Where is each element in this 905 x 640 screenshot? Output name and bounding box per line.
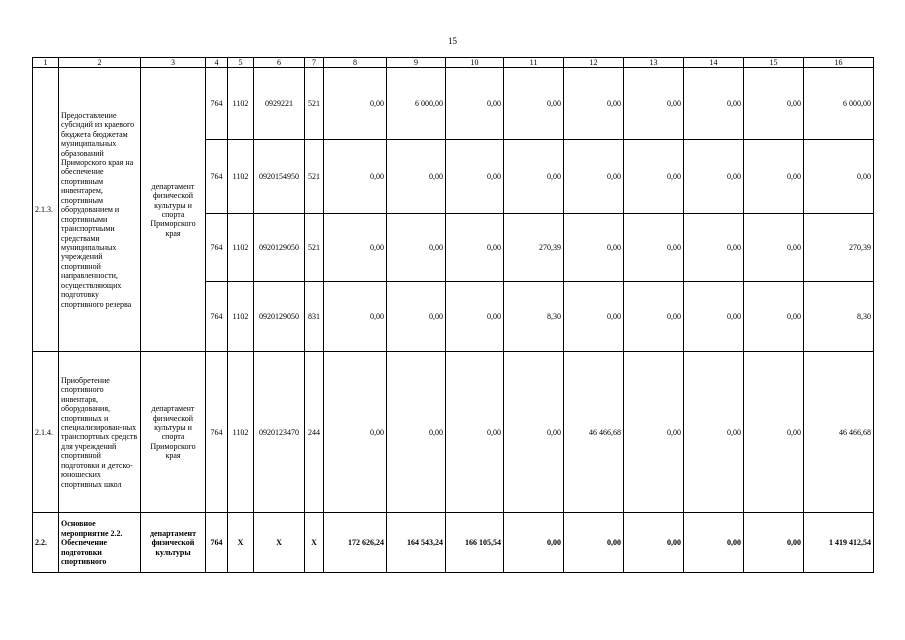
cell-c12: 0,00 bbox=[564, 140, 624, 214]
cell-c4: 764 bbox=[206, 352, 228, 513]
page-number: 15 bbox=[448, 36, 457, 46]
cell-c4: 764 bbox=[206, 140, 228, 214]
row-description: Приобретение спортивного инвентаря, оборудования, спортивных и специализирован-ных транспортных средств для учреждений спортивной подготовки и детско-юношеских спортивных школ bbox=[59, 352, 141, 513]
row-executor: департамент физической культуры и спорта Приморского края bbox=[141, 68, 206, 352]
cell-c13: 0,00 bbox=[624, 352, 684, 513]
column-header: 11 bbox=[504, 58, 564, 68]
row-code: 2.1.4. bbox=[33, 352, 59, 513]
cell-c13: 0,00 bbox=[624, 513, 684, 573]
table-row bbox=[33, 352, 874, 513]
cell-c5: X bbox=[228, 513, 254, 573]
column-header: 14 bbox=[684, 58, 744, 68]
cell-c6: X bbox=[254, 513, 305, 573]
cell-c9: 164 543,24 bbox=[387, 513, 446, 573]
cell-c7: 521 bbox=[305, 68, 324, 140]
cell-c15: 0,00 bbox=[744, 282, 804, 352]
cell-c16: 8,30 bbox=[804, 282, 874, 352]
cell-c14: 0,00 bbox=[684, 214, 744, 282]
column-header: 12 bbox=[564, 58, 624, 68]
row-description: Основное мероприятие 2.2. Обеспечение подготовки спортивного bbox=[59, 513, 141, 573]
cell-c6: 0920154950 bbox=[254, 140, 305, 214]
cell-c7: 244 bbox=[305, 352, 324, 513]
cell-c14: 0,00 bbox=[684, 352, 744, 513]
cell-c13: 0,00 bbox=[624, 214, 684, 282]
cell-c6: 0929221 bbox=[254, 68, 305, 140]
cell-c16: 46 466,68 bbox=[804, 352, 874, 513]
cell-c9: 0,00 bbox=[387, 214, 446, 282]
cell-c12: 0,00 bbox=[564, 68, 624, 140]
row-executor: департамент физической культуры и спорта Приморского края bbox=[141, 352, 206, 513]
cell-c11: 0,00 bbox=[504, 140, 564, 214]
cell-c7: X bbox=[305, 513, 324, 573]
cell-c16: 0,00 bbox=[804, 140, 874, 214]
column-header: 6 bbox=[254, 58, 305, 68]
cell-c8: 0,00 bbox=[324, 214, 387, 282]
cell-c15: 0,00 bbox=[744, 140, 804, 214]
column-header: 15 bbox=[744, 58, 804, 68]
row-description: Предоставление субсидий из краевого бюджета бюджетам муниципальных образований Приморского края на обеспечение спортивным инвентарем, спортивным оборудованием и спортивными транспортными средствами муниципальных учреждений спортивной направленности, осуществляющих подготовку спортивного резерва bbox=[59, 68, 141, 352]
cell-c5: 1102 bbox=[228, 282, 254, 352]
cell-c4: 764 bbox=[206, 214, 228, 282]
cell-c4: 764 bbox=[206, 282, 228, 352]
cell-c15: 0,00 bbox=[744, 513, 804, 573]
cell-c7: 521 bbox=[305, 140, 324, 214]
cell-c16: 6 000,00 bbox=[804, 68, 874, 140]
row-code: 2.1.3. bbox=[33, 68, 59, 352]
column-header: 7 bbox=[305, 58, 324, 68]
cell-c6: 0920123470 bbox=[254, 352, 305, 513]
cell-c14: 0,00 bbox=[684, 68, 744, 140]
cell-c13: 0,00 bbox=[624, 282, 684, 352]
cell-c11: 0,00 bbox=[504, 513, 564, 573]
cell-c11: 8,30 bbox=[504, 282, 564, 352]
cell-c10: 0,00 bbox=[446, 68, 504, 140]
column-header: 3 bbox=[141, 58, 206, 68]
cell-c12: 0,00 bbox=[564, 282, 624, 352]
cell-c13: 0,00 bbox=[624, 140, 684, 214]
cell-c4: 764 bbox=[206, 68, 228, 140]
cell-c10: 166 105,54 bbox=[446, 513, 504, 573]
cell-c14: 0,00 bbox=[684, 282, 744, 352]
cell-c9: 6 000,00 bbox=[387, 68, 446, 140]
cell-c11: 0,00 bbox=[504, 68, 564, 140]
cell-c5: 1102 bbox=[228, 140, 254, 214]
cell-c9: 0,00 bbox=[387, 282, 446, 352]
column-header: 4 bbox=[206, 58, 228, 68]
cell-c16: 270,39 bbox=[804, 214, 874, 282]
budget-table bbox=[32, 57, 874, 573]
cell-c16: 1 419 412,54 bbox=[804, 513, 874, 573]
cell-c6: 0920129050 bbox=[254, 282, 305, 352]
cell-c15: 0,00 bbox=[744, 352, 804, 513]
table-row bbox=[33, 513, 874, 573]
cell-c7: 831 bbox=[305, 282, 324, 352]
cell-c8: 0,00 bbox=[324, 140, 387, 214]
cell-c10: 0,00 bbox=[446, 214, 504, 282]
column-header: 10 bbox=[446, 58, 504, 68]
cell-c15: 0,00 bbox=[744, 68, 804, 140]
cell-c12: 0,00 bbox=[564, 513, 624, 573]
column-header: 16 bbox=[804, 58, 874, 68]
cell-c6: 0920129050 bbox=[254, 214, 305, 282]
row-executor: департамент физической культуры bbox=[141, 513, 206, 573]
table-row bbox=[33, 68, 874, 140]
cell-c14: 0,00 bbox=[684, 513, 744, 573]
cell-c13: 0,00 bbox=[624, 68, 684, 140]
cell-c9: 0,00 bbox=[387, 352, 446, 513]
column-header: 5 bbox=[228, 58, 254, 68]
column-header: 13 bbox=[624, 58, 684, 68]
cell-c8: 0,00 bbox=[324, 282, 387, 352]
row-code: 2.2. bbox=[33, 513, 59, 573]
cell-c8: 0,00 bbox=[324, 352, 387, 513]
column-number-row bbox=[33, 58, 874, 68]
cell-c12: 46 466,68 bbox=[564, 352, 624, 513]
cell-c14: 0,00 bbox=[684, 140, 744, 214]
cell-c8: 172 626,24 bbox=[324, 513, 387, 573]
cell-c15: 0,00 bbox=[744, 214, 804, 282]
column-header: 9 bbox=[387, 58, 446, 68]
cell-c7: 521 bbox=[305, 214, 324, 282]
cell-c8: 0,00 bbox=[324, 68, 387, 140]
column-header: 1 bbox=[33, 58, 59, 68]
cell-c11: 0,00 bbox=[504, 352, 564, 513]
cell-c5: 1102 bbox=[228, 352, 254, 513]
cell-c11: 270,39 bbox=[504, 214, 564, 282]
cell-c9: 0,00 bbox=[387, 140, 446, 214]
cell-c4: 764 bbox=[206, 513, 228, 573]
cell-c10: 0,00 bbox=[446, 282, 504, 352]
column-header: 8 bbox=[324, 58, 387, 68]
cell-c10: 0,00 bbox=[446, 352, 504, 513]
cell-c5: 1102 bbox=[228, 68, 254, 140]
cell-c10: 0,00 bbox=[446, 140, 504, 214]
column-header: 2 bbox=[59, 58, 141, 68]
cell-c5: 1102 bbox=[228, 214, 254, 282]
cell-c12: 0,00 bbox=[564, 214, 624, 282]
